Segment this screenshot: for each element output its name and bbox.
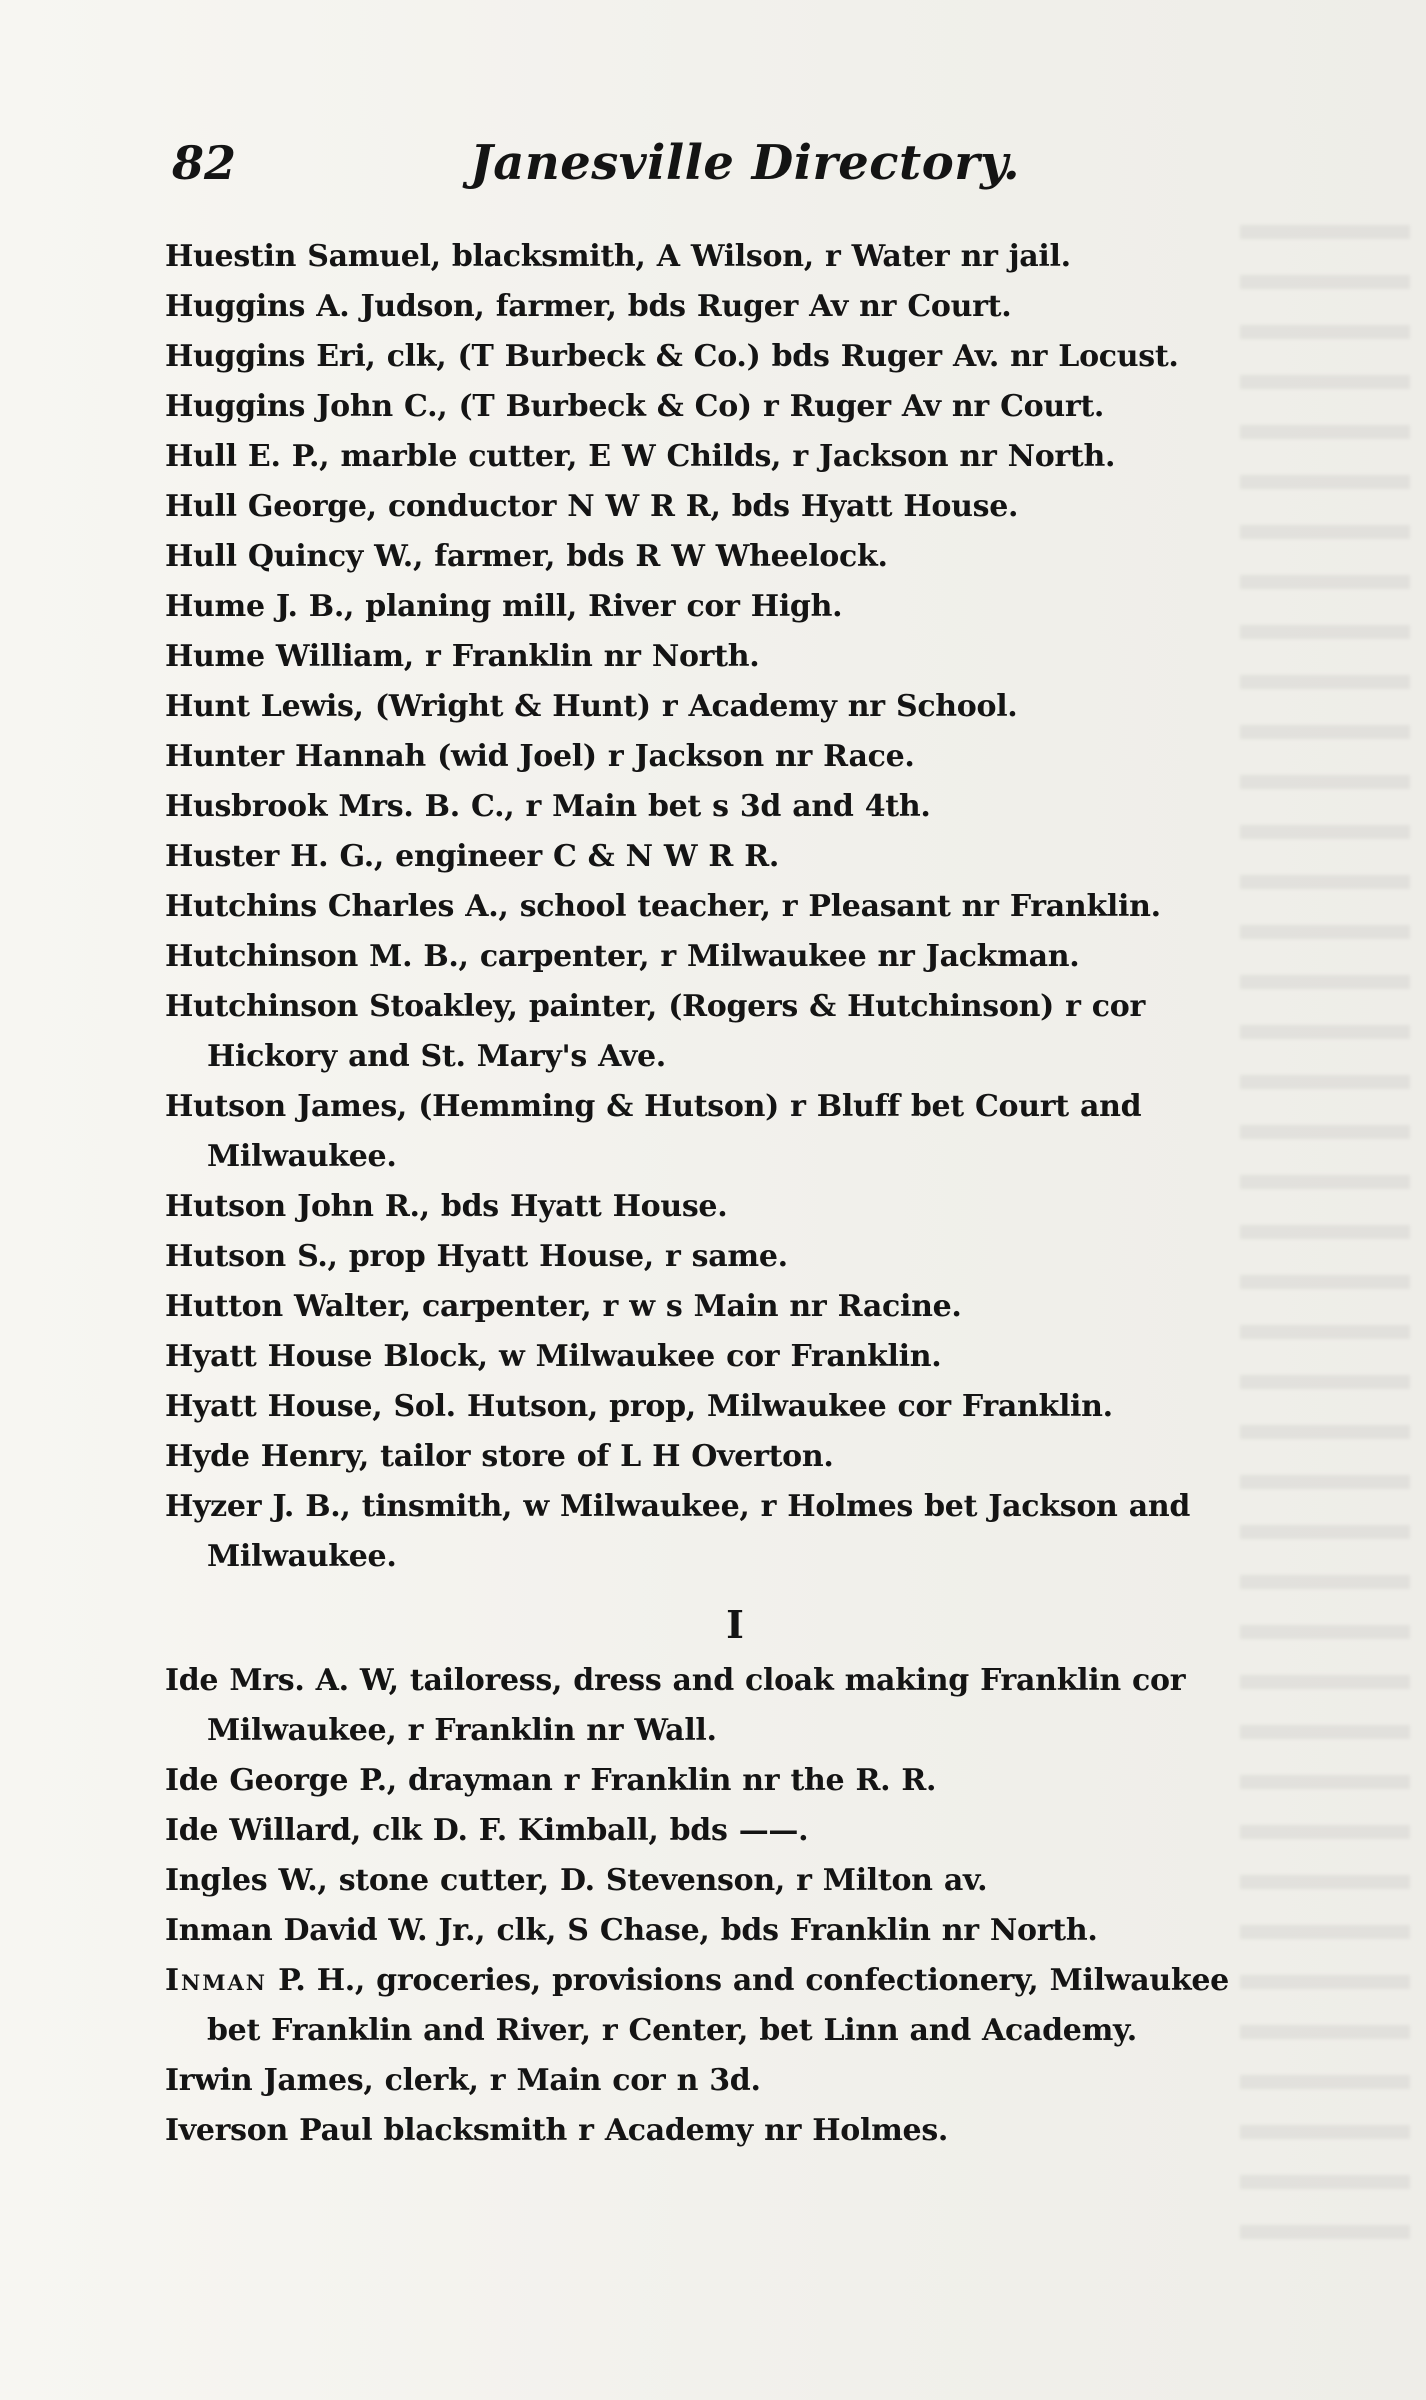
list-item: Hutson James, (Hemming & Hutson) r Bluff bet Court and Milwaukee.	[165, 1089, 1142, 1174]
advertiser-details: P. H., groceries, provisions and confectionery, Milwaukee bet Franklin and River, r Center, bet Linn and Academy.	[207, 1963, 1229, 2048]
list-item: Hyde Henry, tailor store of L H Overton.	[165, 1439, 834, 1474]
list-item: Irwin James, clerk, r Main cor n 3d.	[165, 2063, 761, 2098]
page-number: 82	[172, 136, 237, 190]
list-item: Hunter Hannah (wid Joel) r Jackson nr Race.	[165, 739, 915, 774]
list-item: Huggins Eri, clk, (T Burbeck & Co.) bds Ruger Av. nr Locust.	[165, 339, 1179, 374]
list-item: Hutchinson M. B., carpenter, r Milwaukee nr Jackman.	[165, 939, 1080, 974]
page-header	[0, 128, 1426, 198]
list-item: Hutton Walter, carpenter, r w s Main nr Racine.	[165, 1289, 962, 1324]
list-item-advertiser	[165, 1956, 1275, 2056]
list-item: Hutchinson Stoakley, painter, (Rogers & Hutchinson) r cor Hickory and St. Mary's Ave.	[165, 989, 1145, 1074]
list-item: Ide Willard, clk D. F. Kimball, bds ——.	[165, 1813, 809, 1848]
list-item: Ide Mrs. A. W, tailoress, dress and cloak making Franklin cor Milwaukee, r Franklin nr Wall.	[165, 1663, 1186, 1748]
list-item: Iverson Paul blacksmith r Academy nr Holmes.	[165, 2113, 949, 2148]
list-item: Ingles W., stone cutter, D. Stevenson, r Milton av.	[165, 1863, 988, 1898]
list-item: Hume J. B., planing mill, River cor High.	[165, 589, 843, 624]
list-item: Huggins A. Judson, farmer, bds Ruger Av nr Court.	[165, 289, 1012, 324]
list-item: Hull Quincy W., farmer, bds R W Wheelock.	[165, 539, 888, 574]
entries-i	[165, 1656, 1275, 2156]
list-item: Hutchins Charles A., school teacher, r Pleasant nr Franklin.	[165, 889, 1161, 924]
list-item: Hyatt House Block, w Milwaukee cor Franklin.	[165, 1339, 942, 1374]
list-item: Huestin Samuel, blacksmith, A Wilson, r Water nr jail.	[165, 239, 1071, 274]
section-letter-heading: I	[726, 1602, 744, 1647]
running-title: Janesville Directory.	[470, 135, 1021, 191]
list-item: Inman David W. Jr., clk, S Chase, bds Franklin nr North.	[165, 1913, 1098, 1948]
list-item: Hunt Lewis, (Wright & Hunt) r Academy nr School.	[165, 689, 1018, 724]
list-item: Huster H. G., engineer C & N W R R.	[165, 839, 779, 874]
list-item: Hutson S., prop Hyatt House, r same.	[165, 1239, 788, 1274]
list-item: Hume William, r Franklin nr North.	[165, 639, 760, 674]
directory-column	[165, 232, 1275, 2156]
list-item: Hull E. P., marble cutter, E W Childs, r Jackson nr North.	[165, 439, 1116, 474]
list-item: Hull George, conductor N W R R, bds Hyatt House.	[165, 489, 1019, 524]
list-item: Hyatt House, Sol. Hutson, prop, Milwaukee cor Franklin.	[165, 1389, 1113, 1424]
list-item: Hutson John R., bds Hyatt House.	[165, 1189, 728, 1224]
list-item: Huggins John C., (T Burbeck & Co) r Ruger Av nr Court.	[165, 389, 1105, 424]
list-item: Husbrook Mrs. B. C., r Main bet s 3d and 4th.	[165, 789, 931, 824]
list-item: Hyzer J. B., tinsmith, w Milwaukee, r Holmes bet Jackson and Milwaukee.	[165, 1489, 1191, 1574]
entries-h	[165, 232, 1275, 1582]
advertiser-name: Inman	[165, 1963, 267, 1998]
list-item: Ide George P., drayman r Franklin nr the R. R.	[165, 1763, 937, 1798]
